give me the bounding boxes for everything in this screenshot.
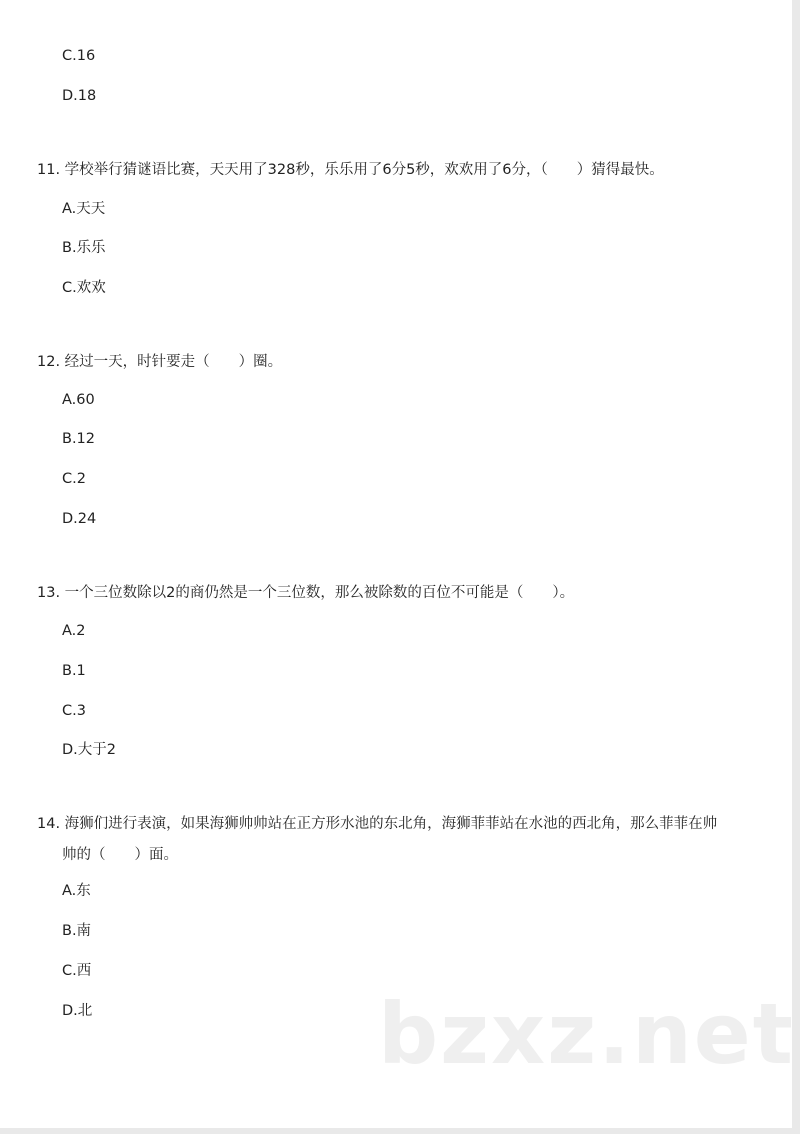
option-d: D.大于2: [62, 742, 116, 758]
option-c: C.16: [62, 48, 96, 64]
option-a: A.60: [62, 392, 95, 408]
question-14: 14. 海狮们进行表演，如果海狮帅帅站在正方形水池的东北角，海狮菲菲站在水池的西北角，那么菲菲在帅: [37, 816, 718, 832]
option-d: D.18: [62, 88, 97, 104]
option-b: B.南: [62, 923, 92, 939]
option-b: B.12: [62, 431, 96, 447]
option-d: D.24: [62, 511, 97, 527]
option-b: B.1: [62, 663, 86, 679]
option-a: A.东: [62, 883, 91, 899]
option-c: C.欢欢: [62, 280, 106, 296]
option-a: A.2: [62, 623, 86, 639]
option-c: C.西: [62, 963, 92, 979]
question-13: 13. 一个三位数除以2的商仍然是一个三位数，那么被除数的百位不可能是（ ）。: [37, 585, 575, 601]
question-14-continued: 帅的（ ）面。: [62, 847, 178, 863]
watermark: bzxz.net: [378, 985, 795, 1083]
question-11: 11. 学校举行猜谜语比赛，天天用了328秒，乐乐用了6分5秒，欢欢用了6分，（ ）猜得最快。: [37, 162, 664, 178]
option-c: C.3: [62, 703, 86, 719]
option-b: B.乐乐: [62, 240, 106, 256]
option-c: C.2: [62, 471, 86, 487]
question-12: 12. 经过一天，时针要走（ ）圈。: [37, 354, 283, 370]
option-d: D.北: [62, 1003, 93, 1019]
option-a: A.天天: [62, 201, 106, 217]
